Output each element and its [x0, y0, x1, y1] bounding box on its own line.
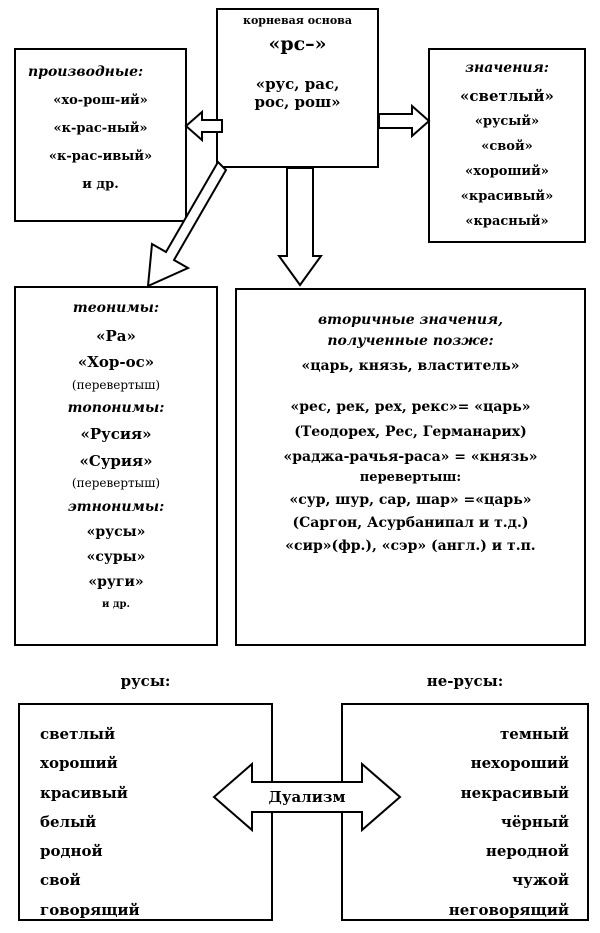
meanings-item-0: «светлый»	[460, 87, 554, 106]
secondary-meanings-box	[235, 288, 586, 646]
meanings-item-1: «русый»	[474, 114, 540, 130]
theonym-1: «Хор-ос»	[77, 353, 155, 372]
secondary-title-2: полученные позже:	[327, 333, 494, 350]
nerusy-caption: не-русы:	[426, 672, 504, 690]
secondary-row-4: «сур, шур, сар, шар» =«царь»	[289, 492, 532, 509]
root-form-1: «рус, рас,	[255, 74, 340, 93]
secondary-row-3: перевертыш:	[359, 470, 462, 486]
rusy-item-1: хороший	[40, 754, 118, 773]
secondary-title-1: вторичные значения,	[317, 312, 504, 328]
derivatives-item-0: «хо-рош-ий»	[53, 93, 148, 109]
nerusy-item-2: некрасивый	[460, 783, 569, 802]
toponyms-title: топонимы:	[67, 400, 165, 417]
derivatives-item-3: и др.	[82, 176, 119, 192]
ethnonym-1: «суры»	[86, 548, 146, 565]
meanings-title: значения:	[465, 60, 549, 76]
arrow-diagonal-onomastics-icon	[130, 168, 230, 290]
dualism-label: Дуализм	[268, 788, 346, 806]
root-title: «рс–»	[268, 33, 327, 56]
secondary-row-1: (Теодорех, Рес, Германарих)	[294, 424, 527, 441]
rusy-item-4: родной	[40, 842, 103, 861]
secondary-row-0: «рес, рек, рех, рекс»= «царь»	[290, 399, 531, 416]
secondary-row-6: «сир»(фр.), «сэр» (англ.) и т.п.	[285, 538, 536, 555]
secondary-title-3: «царь, князь, властитель»	[301, 358, 520, 375]
nerusy-item-1: нехороший	[470, 754, 569, 773]
arrow-right-meanings-icon	[379, 105, 429, 137]
root-header: корневая основа	[243, 14, 352, 27]
arrow-down-secondary-icon	[278, 168, 322, 286]
toponym-1: «Сурия»	[79, 451, 153, 470]
theonym-note: (перевертыш)	[71, 377, 161, 392]
ethnonyms-title: этнонимы:	[67, 498, 165, 515]
rusy-caption: русы:	[120, 672, 171, 690]
rusy-item-6: говорящий	[40, 900, 140, 919]
toponym-note: (перевертыш)	[71, 475, 161, 490]
onomastics-etc: и др.	[101, 598, 131, 610]
theonyms-title: теонимы:	[72, 300, 160, 316]
secondary-row-5: (Саргон, Асурбанипал и т.д.)	[292, 515, 529, 532]
onomastics-box	[14, 286, 218, 646]
root-stem-box	[216, 8, 379, 168]
nerusy-item-5: чужой	[512, 871, 569, 890]
rusy-item-5: свой	[40, 871, 81, 890]
rusy-item-3: белый	[40, 812, 97, 831]
nerusy-item-6: неговорящий	[448, 900, 569, 919]
nerusy-item-3: чёрный	[500, 812, 569, 831]
toponym-0: «Русия»	[80, 425, 152, 444]
ethnonym-0: «русы»	[86, 523, 146, 540]
meanings-item-5: «красный»	[465, 213, 549, 229]
meanings-item-2: «свой»	[481, 139, 533, 155]
nerusy-item-4: неродной	[485, 842, 569, 861]
derivatives-title: производные:	[28, 64, 144, 80]
derivatives-item-2: «к-рас-ивый»	[48, 148, 153, 164]
arrow-left-derivatives-icon	[186, 108, 222, 144]
nerusy-item-0: темный	[499, 725, 569, 743]
rusy-item-2: красивый	[40, 783, 128, 802]
meanings-item-3: «хороший»	[465, 164, 549, 180]
meanings-item-4: «красивый»	[460, 188, 554, 204]
meanings-box	[428, 48, 586, 243]
ethnonym-2: «руги»	[88, 573, 144, 590]
secondary-row-2: «раджа-рачья-раса» = «князь»	[283, 449, 538, 466]
rusy-item-0: светлый	[40, 725, 116, 743]
derivatives-item-1: «к-рас-ный»	[53, 120, 148, 136]
theonym-0: «Ра»	[96, 327, 136, 346]
root-form-2: рос, рош»	[254, 92, 341, 111]
